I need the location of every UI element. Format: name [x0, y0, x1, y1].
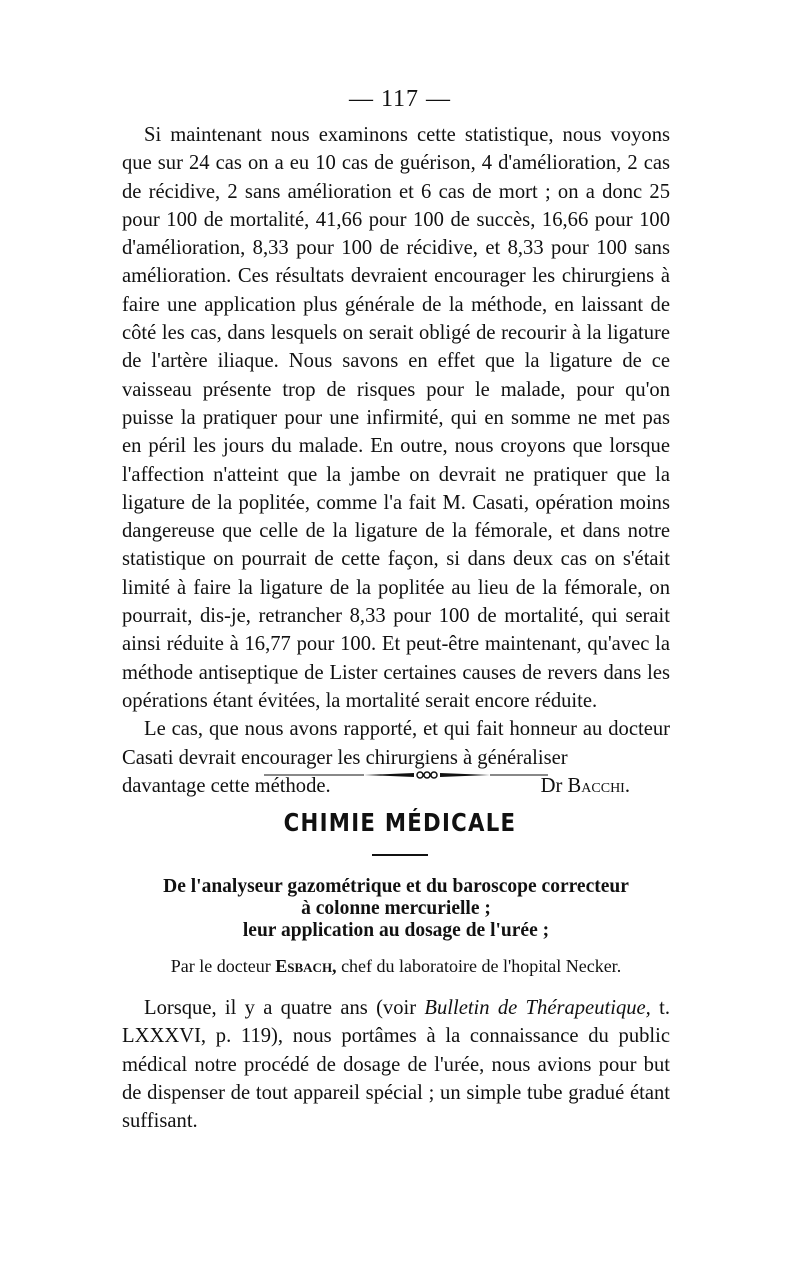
author-line [110, 956, 682, 977]
author-role: chef du laboratoire de l'hopital Necker. [341, 956, 622, 976]
signature-name: Bacchi. [567, 774, 630, 797]
closing-text: davantage cette méthode. [122, 774, 331, 797]
article-title-line-3: leur application au dosage de l'urée ; [242, 920, 550, 941]
article-title-line-1: De l'analyseur gazométrique et du baroscope correcteur [163, 876, 629, 897]
author-by: Par le docteur [170, 956, 271, 976]
article-title-line-2: à colonne mercurielle ; [301, 898, 491, 919]
article-title [110, 876, 682, 942]
paragraph-statistics: Si maintenant nous examinons cette statistique, nous voyons que sur 24 cas on a eu 10 cas de guérison, 4 d'amélioration, 2 cas de récidive, 2 sans amélioration et 6 cas de mort ; on a donc 25 pour 100 de mortalité, 41,66 pour 100 de succès, 16,66 pour 100 d'amélioration, 8,33 pour 100 de récidive, et 8,33 pour 100 sans amélioration. Ces résultats devraient encourager les chirurgiens à faire une application plus générale de la méthode, en laissant de côté les cas, dans lesquels on serait obligé de recourir à la ligature de l'artère iliaque. Nous savons en effet que la ligature de ce vaisseau présente trop de risques pour le malade, pour qu'on puisse la pratiquer pour une infirmité, qui en somme ne met pas en péril les jours du malade. En outre, nous croyons que lorsque l'affection n'atteint que la jambe on devrait ne pratiquer que la ligature de la poplitée, comme l'a fait M. Casati, opération moins dangereuse que celle de la ligature de la fémorale, et dans notre statistique on pourrait de cette façon, si dans deux cas on s'était limité à faire la ligature de la poplitée au lieu de la fémorale, on pourrait, dis-je, retrancher 8,33 pour 100 de mortalité, qui serait ainsi réduite à 16,77 pour 100. Et peut-être maintenant, qu'avec la méthode antiseptique de Lister certaines causes de revers dans les opérations étant évitées, la mortalité serait encore réduite. [122, 124, 670, 712]
author-name: Esbach, [275, 956, 337, 976]
intro-after-italic: t. LXXXVI, p. 119), nous portâmes à la connaissance du public médical notre procédé de dosage de l'urée, nous avions pour but de dispenser de tout appareil spécial ; un simple tube gradué étant suffisant. [122, 997, 670, 1133]
title-rule [372, 854, 428, 856]
signature-prefix: Dr [540, 774, 563, 797]
page-number: — 117 — [348, 86, 452, 112]
body-text-top [122, 121, 670, 800]
intro-before-italic: Lorsque, il y a quatre ans (voir [144, 997, 425, 1019]
intro-journal-title: Bulletin de Thérapeutique, [424, 997, 651, 1019]
section-title: CHIMIE MÉDICALE [283, 808, 517, 837]
ornamental-divider [264, 770, 548, 780]
paragraph-intro [122, 994, 670, 1135]
body-text-intro [122, 994, 670, 1135]
signature [541, 772, 670, 800]
paragraph-conclusion: Le cas, que nous avons rapporté, et qui fait honneur au docteur Casati devrait encourager les chirurgiens à généraliser [122, 718, 670, 769]
